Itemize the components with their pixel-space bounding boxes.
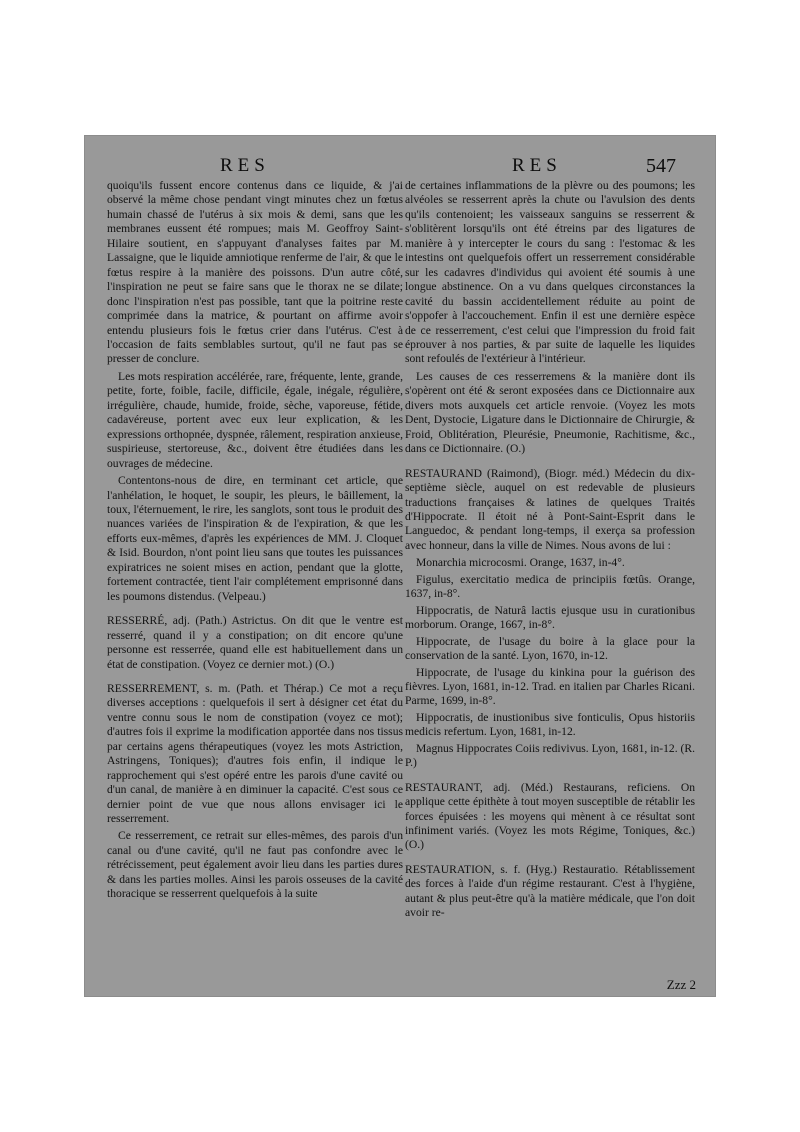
header-left: RES — [220, 155, 270, 176]
dictionary-entry-resserrement: RESSERREMENT, s. m. (Path. et Thérap.) Ce mot a reçu diverses acceptions : quelquefois il sert à désigner cet état du ventre connu sous le nom de constipation (voyez ce mot); d'autres fois il exprime la modification apportée dans nos tissus par certains agens thérapeutiques (voyez les mots Astriction, Astringens, Toniques); d'autres fois enfin, il indique le rapprochement qui s'est opéré entre les parois d'une cavité ou d'un canal, de manière à en diminuer la capacité. C'est sous ce dernier point de vue que nous allons envisager ici le resserrement. — [107, 681, 403, 826]
dictionary-entry-restaurant: RESTAURANT, adj. (Méd.) Restaurans, reficiens. On applique cette épithète à tout moyen susceptible de rétablir les forces épuisées : les moyens qui mènent à ce résultat sont infiniment variés. (Voyez les mots Régime, Toniques, &c.) (O.) — [405, 780, 695, 852]
page-number: 547 — [646, 155, 676, 177]
signature-mark: Zzz 2 — [666, 977, 696, 992]
paragraph: Les mots respiration accélérée, rare, fréquente, lente, grande, petite, forte, foible, facile, difficile, égale, inégale, régulière, irrégulière, chaude, humide, froide, sèche, vaporeuse, fétide, cadavéreuse, portent avec eux leur explication, & les expressions orthopnée, dyspnée, râlement, respiration anxieuse, suspirieuse, stertoreuse, &c., doivent être étudiées dans les ouvrages de médecine. — [107, 369, 403, 470]
bibliography-item: Figulus, exercitatio medica de principiis fœtûs. Orange, 1637, in-8°. — [405, 572, 695, 601]
dictionary-entry-restauration: RESTAURATION, s. f. (Hyg.) Restauratio. Rétablissement des forces à l'aide d'un régime restaurant. C'est à l'hygiène, autant & plus peut-être qu'à la matière médicale, que l'on doit avoir re- — [405, 862, 695, 920]
header-right: RES — [512, 155, 562, 176]
paragraph: quoiqu'ils fussent encore contenus dans ce liquide, & j'ai observé la même chose pendant vingt minutes chez un fœtus humain chassé de l'utérus à six mois & demi, sans que les membranes eussent été rompues; mais M. Geoffroy Saint-Hilaire soutient, en s'appuyant d'analyses faites par M. Lassaigne, que le liquide amniotique renferme de l'air, & que le fœtus respire à la manière des poissons. D'un autre côté, l'inspiration ne peut se faire sans que le thorax ne se dilate; donc l'inspiration n'est pas possible, tant que la poitrine reste comprimée dans la matrice, & pourtant on affirme avoir entendu plusieurs fois le fœtus crier dans l'utérus. C'est à l'occasion de faits semblables surtout, qu'il ne faut pas se presser de conclure. — [107, 179, 403, 366]
bibliography-item: Hippocratis, de Naturâ lactis ejusque usu in curationibus morborum. Orange, 1667, in-8°. — [405, 603, 695, 632]
paragraph: Ce resserrement, ce retrait sur elles-mêmes, des parois d'un canal ou d'une cavité, qu'il ne faut pas confondre avec le rétrécissement, peut également avoir lieu dans les parties dures & dans les parties molles. Ainsi les parois osseuses de la cavité thoracique se resserrent quelquefois à la suite — [107, 829, 403, 901]
paragraph: Contentons-nous de dire, en terminant cet article, que l'anhélation, le hoquet, le soupir, les pleurs, le bâillement, la toux, l'éternuement, le rire, les sanglots, sont tous le produit des nuances variées de l'inspiration & de l'expiration, & que les efforts eux-mêmes, d'après les expériences de MM. J. Cloquet & Isid. Bourdon, n'ont point lieu sans que toutes les puissances expiratrices ne soient mises en action, pendant que la glotte, fortement contractée, tient l'air complétement emprisonné dans les poumons distendus. (Velpeau.) — [107, 474, 403, 603]
scanned-page — [84, 135, 716, 997]
bibliography-item: Magnus Hippocrates Coiis redivivus. Lyon, 1681, in-12. (R. P.) — [405, 741, 695, 770]
bibliography-item: Monarchia microcosmi. Orange, 1637, in-4°. — [416, 556, 625, 570]
paragraph: Les causes de ces resserremens & la manière dont ils s'opèrent ont été & seront exposées dans ce Dictionnaire aux divers mots auxquels cet article renvoie. (Voyez les mots Dent, Dystocie, Ligature dans le Dictionnaire de Chirurgie, & Froid, Oblitération, Pleurésie, Pneumonie, Rachitisme, &c., dans ce Dictionnaire. (O.) — [405, 369, 695, 456]
right-column — [405, 179, 695, 924]
dictionary-entry-resserre: RESSERRÉ, adj. (Path.) Astrictus. On dit que le ventre est resserré, quand il y a constipation; on dit encore qu'une personne est resserrée, quand elle est habituellement dans un état de constipation. (Voyez ce dernier mot.) (O.) — [107, 614, 403, 671]
paragraph: de certaines inflammations de la plèvre ou des poumons; les alvéoles se resserrent après la chute ou l'avulsion des dents qu'ils contenoient; les vaisseaux sanguins se resserrent & s'oblitèrent lorsqu'ils ont été étreins par des ligatures de manière à y intercepter le cours du sang : l'estomac & les intestins ont quelquefois offert un resserrement considérable sur les cadavres d'individus qui avoient été soumis à une longue abstinence. On a vu dans quelques circonstances la cavité du bassin accidentellement réduite au point de s'oppofer à l'accouchement. Enfin il est une dernière espèce de ce resserrement, c'est celui que l'impression du froid fait éprouver à nos parties, & par suite de laquelle les liquides sont refoulés de l'extérieur à l'intérieur. — [405, 179, 695, 366]
dictionary-entry-restaurand: RESTAURAND (Raimond), (Biogr. méd.) Médecin du dix-septième siècle, auquel on est redevable de plusieurs traductions françaises & latines de quelques Traités d'Hippocrate. Il étoit né à Pont-Saint-Esprit dans le Languedoc, & pendant long-temps, il exerça sa profession avec honneur, dans la ville de Nimes. Nous avons de lui : — [405, 466, 695, 552]
bibliography-item: Hippocrate, de l'usage du boire à la glace pour la conservation de la santé. Lyon, 1670, in-12. — [405, 634, 695, 663]
bibliography-item: Hippocratis, de inustionibus sive fonticulis, Opus historiis medicis refertum. Lyon, 1681, in-12. — [405, 710, 695, 739]
bibliography-item: Hippocrate, de l'usage du kinkina pour la guérison des fièvres. Lyon, 1681, in-12. Trad. en italien par Charles Ricani. Parme, 1699, in-8°. — [405, 665, 695, 708]
left-column — [107, 179, 403, 905]
